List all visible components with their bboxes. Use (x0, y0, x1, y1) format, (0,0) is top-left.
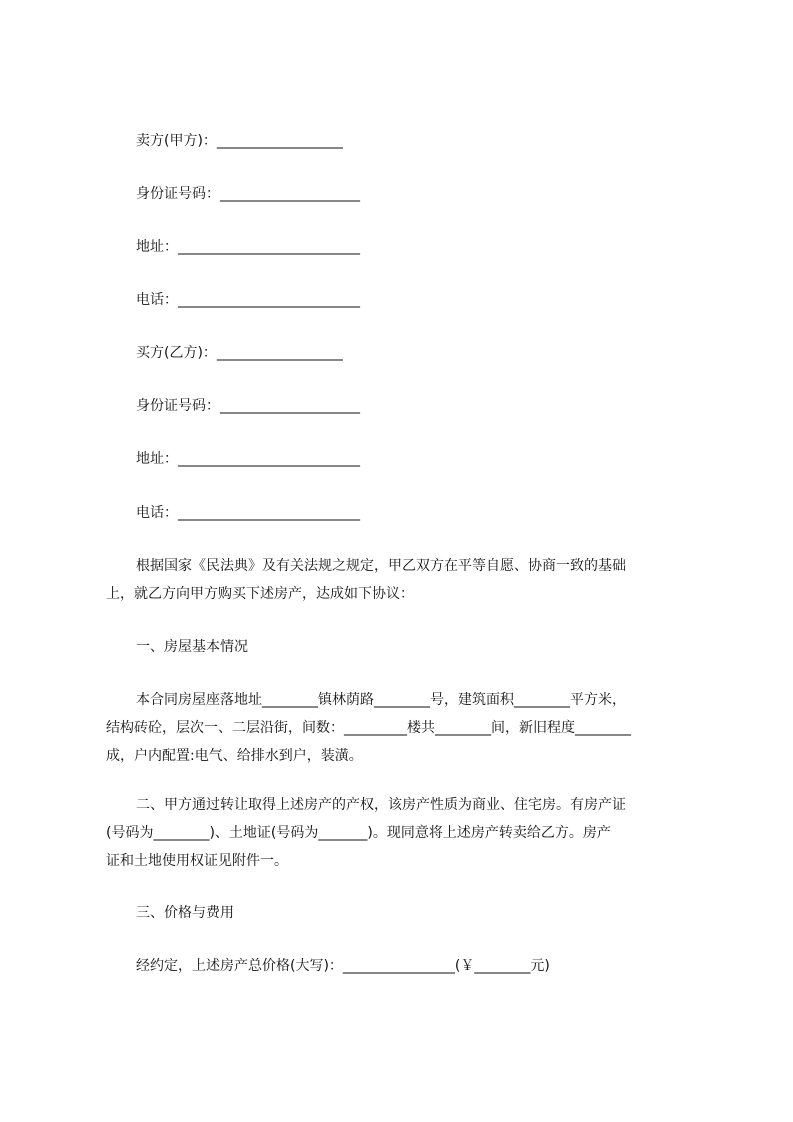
buyer-address: 地址：__________________________ (136, 451, 360, 467)
buyer-id-number: 身份证号码：____________________ (136, 398, 360, 414)
section-1-line-1: 本合同房屋座落地址________镇林荫路________号，建筑面积________平方米， (136, 692, 626, 708)
buyer-title: 买方(乙方)：__________________ (136, 345, 343, 361)
preamble-line-1: 根据国家《民法典》及有关法规之规定，甲乙双方在平等自愿、协商一致的基础 (136, 558, 626, 574)
section-1-line-2: 结构砖砼，层次一、二层沿街，间数：_________楼共________间，新旧程度________ (106, 720, 631, 736)
section-1-line-3: 成，户内配置:电气、给排水到户，装潢。 (106, 748, 363, 764)
seller-phone: 电话：__________________________ (136, 292, 360, 308)
section-1-heading: 一、房屋基本情况 (136, 639, 248, 655)
buyer-phone: 电话：__________________________ (136, 505, 360, 521)
seller-id-number: 身份证号码：____________________ (136, 186, 360, 202)
seller-title: 卖方(甲方)：__________________ (136, 133, 343, 149)
preamble-paragraph (106, 552, 700, 608)
section-2-line-3: 证和土地使用权证见附件一。 (106, 853, 288, 869)
section-3-price-line: 经约定，上述房产总价格(大写)：________________(￥________元) (136, 958, 550, 974)
preamble-line-2: 上，就乙方向甲方购买下述房产，达成如下协议： (106, 586, 414, 602)
section-2-paragraph (106, 791, 700, 875)
section-2-line-1: 二、甲方通过转让取得上述房产的产权，该房产性质为商业、住宅房。有房产证 (136, 797, 626, 813)
section-2-line-2: (号码为________)、土地证(号码为_______)。现同意将上述房产转卖给乙方。房产 (106, 825, 611, 841)
seller-address: 地址：__________________________ (136, 239, 360, 255)
section-1-paragraph (106, 686, 700, 770)
section-3-heading: 三、价格与费用 (136, 905, 234, 921)
